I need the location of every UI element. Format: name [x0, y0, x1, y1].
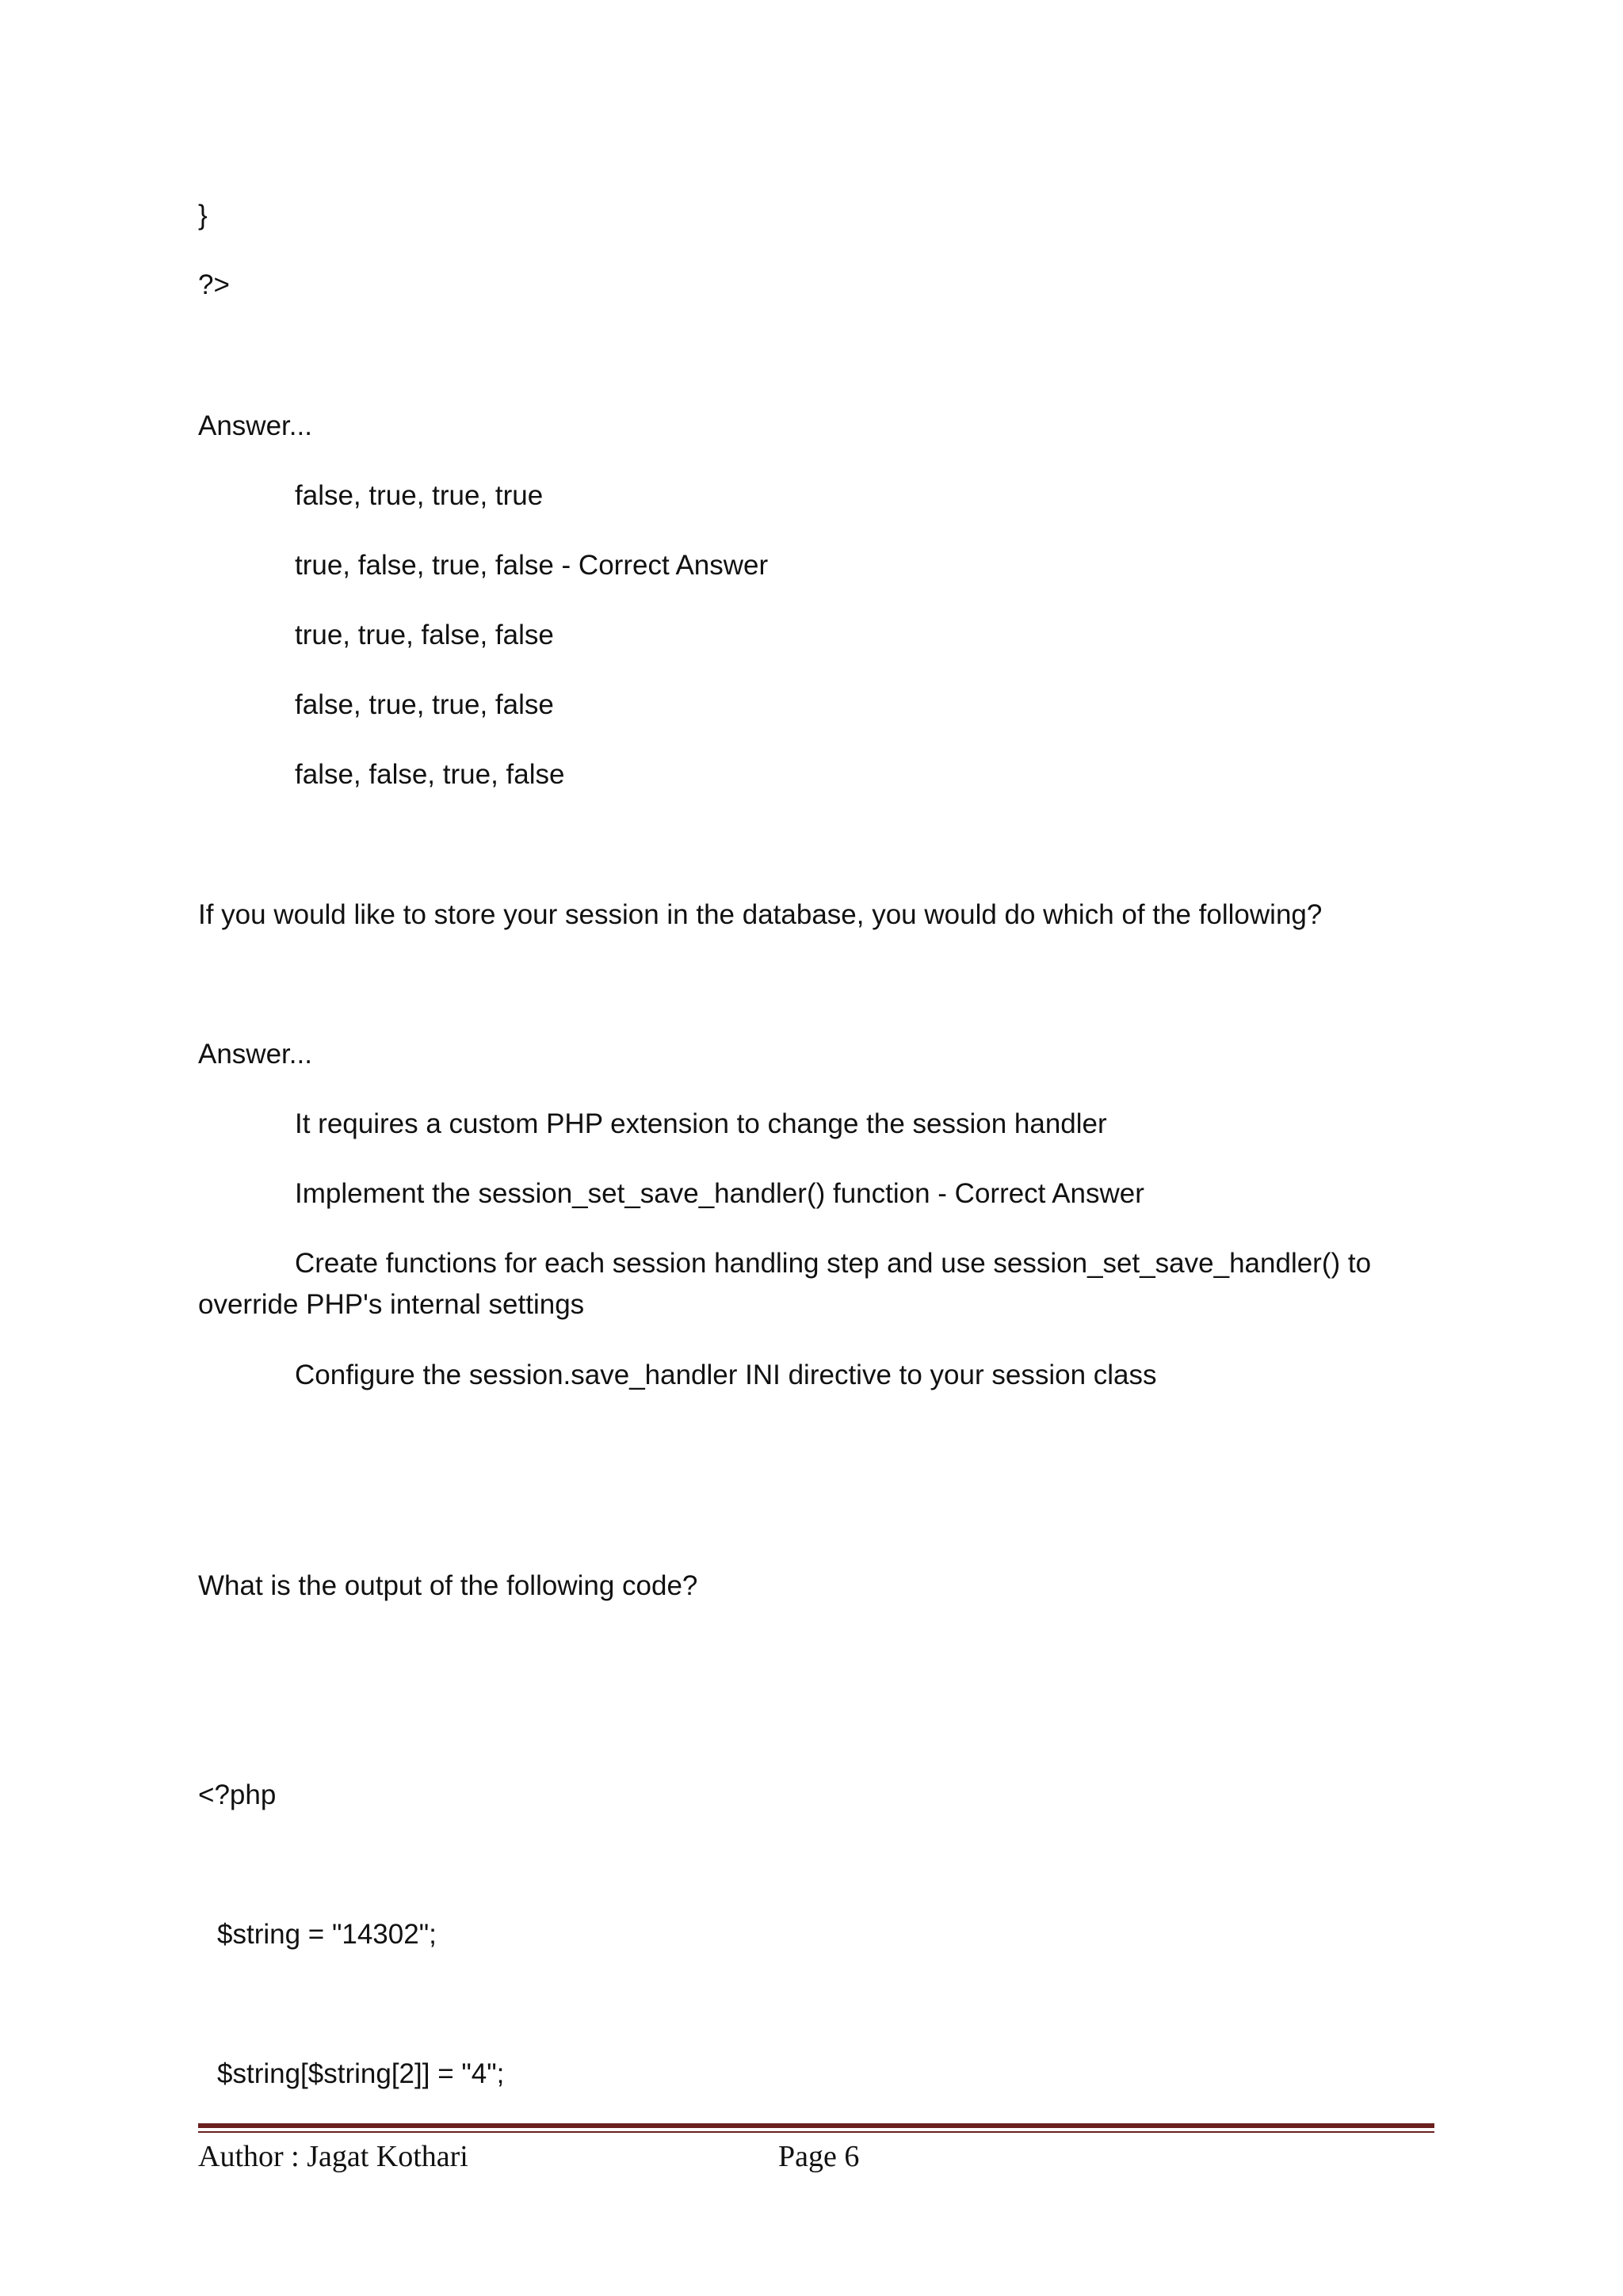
code-line: <?php — [198, 1779, 277, 1810]
answer-option: false, true, true, false — [295, 689, 554, 720]
answer-option: It requires a custom PHP extension to change the session handler — [295, 1108, 1107, 1139]
answer-option-text: Create functions for each session handling step and use session_set_save_handler() to override PHP's internal settings — [198, 1248, 1372, 1320]
answer-option: Configure the session.save_handler INI directive to your session class — [295, 1360, 1157, 1390]
answer-label: Answer... — [198, 1039, 312, 1070]
footer-rule-thick — [198, 2123, 1434, 2128]
code-line: $string = "14302"; — [217, 1919, 437, 1950]
code-line: } — [198, 200, 208, 231]
code-line: ?> — [198, 269, 230, 300]
footer-rule-thin — [198, 2131, 1434, 2133]
code-line: $string[$string[2]] = "4"; — [217, 2058, 505, 2089]
question-text: If you would like to store your session in the database, you would do which of the following? — [198, 899, 1323, 930]
answer-option: false, true, true, true — [295, 480, 544, 511]
answer-option: Implement the session_set_save_handler() function - Correct Answer — [295, 1178, 1144, 1209]
answer-option: false, false, true, false — [295, 759, 565, 790]
footer-page-number: Page 6 — [778, 2140, 860, 2173]
question-text: What is the output of the following code? — [198, 1570, 698, 1601]
answer-label: Answer... — [198, 410, 312, 441]
answer-option-wrapped — [198, 1243, 1434, 1325]
footer-author: Author : Jagat Kothari — [198, 2140, 468, 2173]
answer-option: true, true, false, false — [295, 620, 554, 650]
answer-option: true, false, true, false - Correct Answer — [295, 550, 769, 581]
